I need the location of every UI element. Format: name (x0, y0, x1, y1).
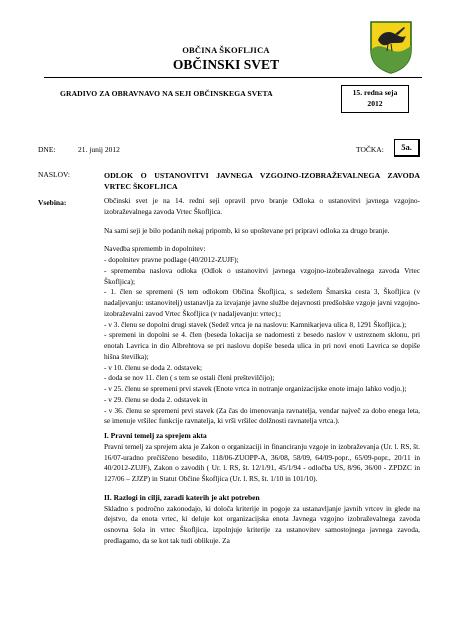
list-item: - v 29. členu se doda 2. odstavek in (104, 394, 208, 404)
session-name: 15. redna seja (352, 88, 398, 97)
section-heading: II. Razlogi in cilji, zaradi katerih je akt potreben (104, 492, 260, 502)
list-item: - spremeni in dopolni se 4. člen (beseda lokacija se nadomesti z besedo naslov v ustreznem sklonu, pri enotah Lavrica in dio Albrehtova se pri naslovu dopiše beseda ulica in pri novi enoti Lavrica se dopiše hišna številka); (104, 330, 420, 361)
date-value: 21. junij 2012 (78, 145, 120, 154)
item-number: 5a. (394, 139, 420, 157)
item-label: TOČKA: (356, 145, 384, 154)
header-divider (44, 77, 422, 78)
date-label: DNE: (38, 145, 56, 154)
list-item: - v 36. členu se spremeni prvi stavek (Za čas do imenovanja ravnatelja, vendar največ za dobo enega leta, se imenuje vršilec funkcije ravnatelja, ki vrši vršilec dolžnosti ravnatelja vrtca.). (104, 405, 420, 426)
remarks-paragraph: Na sami seji je bilo podanih nekaj pripomb, ki so upoštevane pri pripravi odloka za drugo branje. (104, 225, 390, 235)
document-title: ODLOK O USTANOVITVI JAVNEGA VZGOJNO-IZOBRAŽEVALNEGA ZAVODA VRTEC ŠKOFLJICA (104, 171, 420, 191)
title-label: NASLOV: (38, 170, 70, 179)
municipality-crest-icon (369, 20, 413, 74)
session-year: 2012 (367, 99, 383, 108)
council-title: OBČINSKI SVET (172, 57, 280, 72)
list-item: - doda se nov 11. člen ( s tem se ostali členi preštevilčijo); (104, 373, 275, 383)
section-heading: I. Pravni temelj za sprejem akta (104, 431, 207, 440)
changes-intro: Navedba sprememb in dopolnitev: (104, 244, 206, 254)
content-label: Vsebina: (38, 198, 67, 207)
list-item: - sprememba naslova odloka (Odlok o ustanovitvi javnega vzgojno-izobraževalnega zavoda Vrtec Škofljica); (104, 265, 420, 286)
intro-paragraph: Občinski svet je na 14. redni seji opravil prvo branje Odloka o ustanovitvi javnega vzgojno-izobraževalnega zavoda Vrtec Škofljica. (104, 196, 420, 216)
material-heading: GRADIVO ZA OBRAVNAVO NA SEJI OBČINSKEGA SVETA (60, 89, 273, 98)
municipality-name: OBČINA ŠKOFLJICA (182, 45, 270, 55)
section-paragraph: Pravni temelj za sprejem akta je Zakon o organizaciji in financiranju vzgoje in izobraževanja (Ur. l. RS, št. 16/07-uradno prečiščeno besedilo, 118/06-ZUOPP-A, 36/08, 58/09, 64/09-popr., 65/09-popr., 20/11 in 40/2012-ZUJF), Zakon o zavodih ( Ur. l. RS, št. 12/1/91, 45/1/94 - odločba US, 8/96, 36/00 - ZPDZC in 127/06 – ZJZP) in Statut Občine Škofljica (Ur. l. RS, št. 1/10 in 101/10). (104, 441, 420, 483)
list-item: - 1. člen se spremeni (S tem odlokom Občina Škofljica, s sedežem Šmarska cesta 3, Škofljica (v nadaljevanju: ustanovitelj) ustanavlja za izvajanje javne službe dejavnosti predšolske vzgoje javni vzgojno-izobraževalni zavod Vrtec Škofljica (v nadaljevanju: vrtec).; (104, 287, 420, 318)
list-item: - v 10. členu se doda 2. odstavek; (104, 362, 203, 372)
list-item: - dopolnitev pravne podlage (40/2012-ZUJF); (104, 255, 239, 264)
content-body (104, 196, 420, 547)
session-box (341, 85, 409, 113)
section-paragraph: Skladno s področno zakonodajo, ki določa kriterije in pogoje za ustanavljanje javnih vrtcev in glede na dejstvo, da enota vrtec, ki deluje kot organizacijska enota Javnega vzgojno izobraževalnega zavoda osnovna šola in vrtec Škofljica, izpolnjuje kriterije za ustanovitev samostojnega javnega zavoda, predlagamo, da se kot tak tudi oblikuje. Za (104, 503, 420, 545)
list-item: - v 3. členu se dopolni drugi stavek (Sedež vrtca je na naslovu: Kamnikarjeva ulica 8, 1291 Škofljica.); (104, 319, 407, 329)
list-item: - v 25. členu se spremeni prvi stavek (Enote vrtca in notranje organizacijske enote imajo lahko vodjo.); (104, 384, 407, 393)
